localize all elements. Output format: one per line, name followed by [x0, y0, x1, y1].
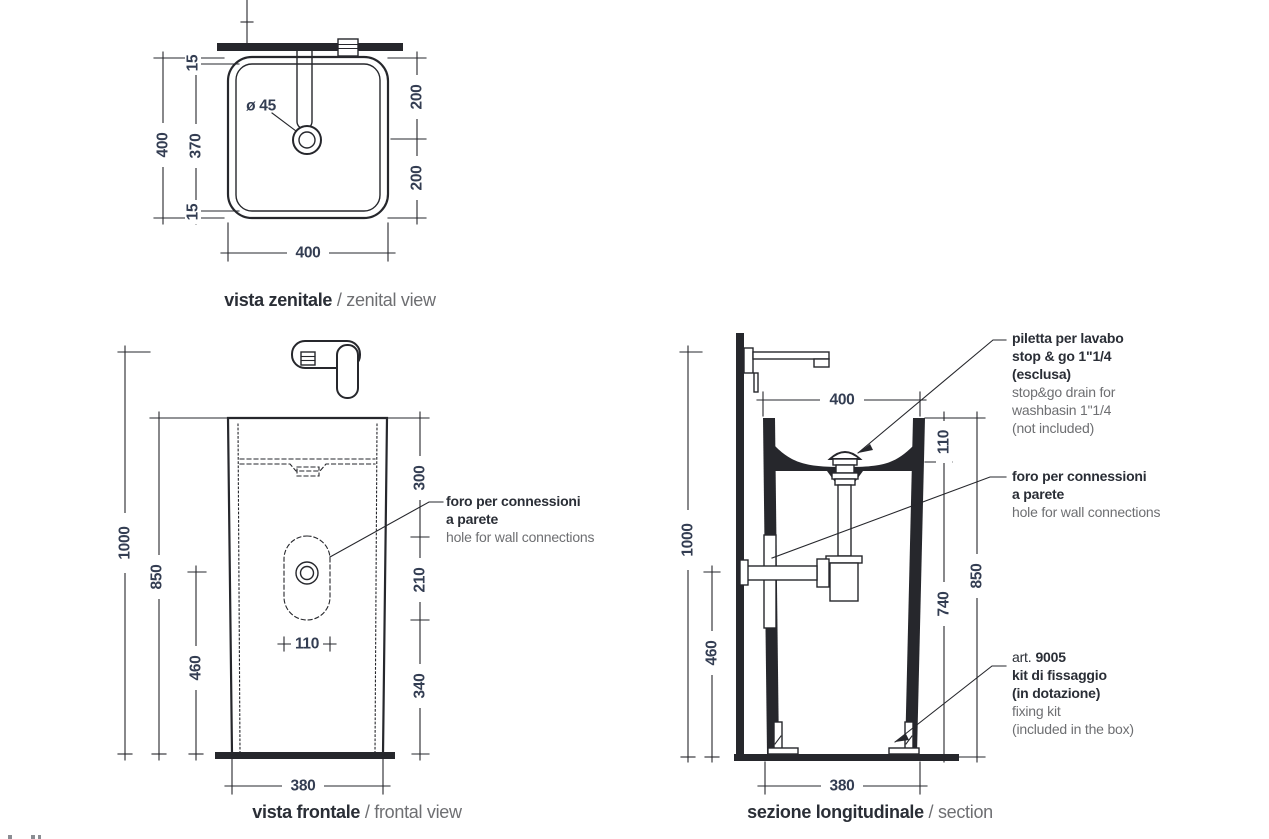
floor-line-frontal — [215, 752, 395, 759]
cropped-text-remnant — [8, 835, 41, 839]
dim-section-body-height: 850 — [968, 563, 986, 589]
dim-zenital-drain: ø 45 — [246, 97, 276, 115]
zenital-dimensions — [154, 51, 426, 262]
dim-frontal-right-bottom: 340 — [411, 673, 429, 699]
drain-leader-line — [272, 113, 296, 131]
hole-leader-line-section — [772, 477, 1006, 558]
frontal-view — [117, 341, 444, 795]
fixing-note-en-1: fixing kit — [1012, 703, 1061, 719]
fixing-kit-note — [1012, 648, 1134, 738]
dim-zenital-bottom: 400 — [295, 244, 321, 262]
wall-hole-note-section — [1012, 467, 1160, 521]
section-label-en: section — [937, 802, 993, 822]
section-label-sep: / — [928, 802, 934, 822]
dim-section-drain-depth: 110 — [935, 429, 953, 455]
dim-frontal-hole-width: 110 — [294, 635, 320, 653]
dim-frontal-body-height: 850 — [148, 564, 166, 590]
fixing-note-art: art. — [1012, 649, 1032, 665]
dim-frontal-hole-height: 460 — [187, 655, 205, 681]
hole-note-it-1: foro per connessioni — [1012, 468, 1147, 484]
faucet-frontal — [292, 341, 360, 398]
frontal-label-it: vista frontale — [252, 802, 361, 822]
zenital-view — [154, 0, 426, 262]
dim-frontal-total-height: 1000 — [116, 526, 134, 560]
drain-note-en-2: washbasin 1"1/4 — [1012, 402, 1112, 418]
zenital-label-it: vista zenitale — [224, 290, 333, 310]
zenital-view-label — [160, 290, 500, 311]
frontal-dimensions — [117, 346, 430, 795]
section-view-label — [700, 802, 1040, 823]
drain-note-it-2: stop & go 1"1/4 — [1012, 348, 1112, 364]
drain-note-en-3: (not included) — [1012, 420, 1095, 436]
zenital-label-en: zenital view — [346, 290, 436, 310]
faucet-section — [744, 348, 829, 392]
floor-line-section — [734, 754, 959, 761]
drain-note-it-1: piletta per lavabo — [1012, 330, 1124, 346]
dim-zenital-inner: 370 — [187, 133, 205, 159]
wall-line — [217, 43, 403, 51]
drain-hole — [293, 126, 321, 154]
dim-section-inner-height: 740 — [935, 591, 953, 617]
wall-section — [736, 333, 744, 761]
dim-zenital-right-bottom: 200 — [408, 165, 426, 191]
hole-note-frontal-it-1: foro per connessioni — [446, 493, 581, 509]
drain-note-en-1: stop&go drain for — [1012, 384, 1116, 400]
drain-leader-line-section — [858, 340, 1006, 453]
drain-note-it-3: (esclusa) — [1012, 366, 1071, 382]
dim-frontal-right-mid: 210 — [411, 567, 429, 593]
hole-note-en: hole for wall connections — [1012, 504, 1161, 520]
frontal-label-en: frontal view — [374, 802, 462, 822]
dim-frontal-base-width: 380 — [290, 777, 316, 795]
drain-note — [1012, 329, 1124, 437]
dim-zenital-edge-top: 15 — [184, 54, 202, 72]
faucet-control-plan — [338, 39, 358, 56]
siphon — [740, 556, 862, 601]
dim-zenital-right-top: 200 — [408, 84, 426, 110]
fixing-note-it-2: kit di fissaggio — [1012, 667, 1107, 683]
hole-note-frontal-it-2: a parete — [446, 511, 499, 527]
fixing-note-it-3: (in dotazione) — [1012, 685, 1101, 701]
frontal-view-label — [187, 802, 527, 823]
zenital-label-sep: / — [336, 290, 342, 310]
fixing-note-code: 9005 — [1035, 649, 1066, 665]
frontal-label-sep: / — [364, 802, 370, 822]
wall-hole-frontal — [296, 562, 318, 584]
dim-section-base-width: 380 — [829, 777, 855, 795]
basin-frontal-outline — [228, 418, 387, 754]
fixing-note-en-2: (included in the box) — [1012, 721, 1134, 737]
dim-zenital-width-total: 400 — [154, 132, 172, 158]
dim-section-top-width: 400 — [829, 391, 855, 409]
wall-hole-dashed-outline — [284, 536, 330, 620]
section-label-it: sezione longitudinale — [747, 802, 924, 822]
hole-note-it-2: a parete — [1012, 486, 1065, 502]
section-view — [680, 333, 1007, 795]
dim-section-total-height: 1000 — [679, 523, 697, 557]
wall-hole-section — [764, 535, 776, 628]
hole-note-frontal-en: hole for wall connections — [446, 529, 595, 545]
dim-zenital-edge-bottom: 15 — [184, 203, 202, 221]
dim-frontal-right-top: 300 — [411, 465, 429, 491]
dim-section-pipe-height: 460 — [703, 640, 721, 666]
wall-hole-note-frontal — [446, 492, 594, 546]
